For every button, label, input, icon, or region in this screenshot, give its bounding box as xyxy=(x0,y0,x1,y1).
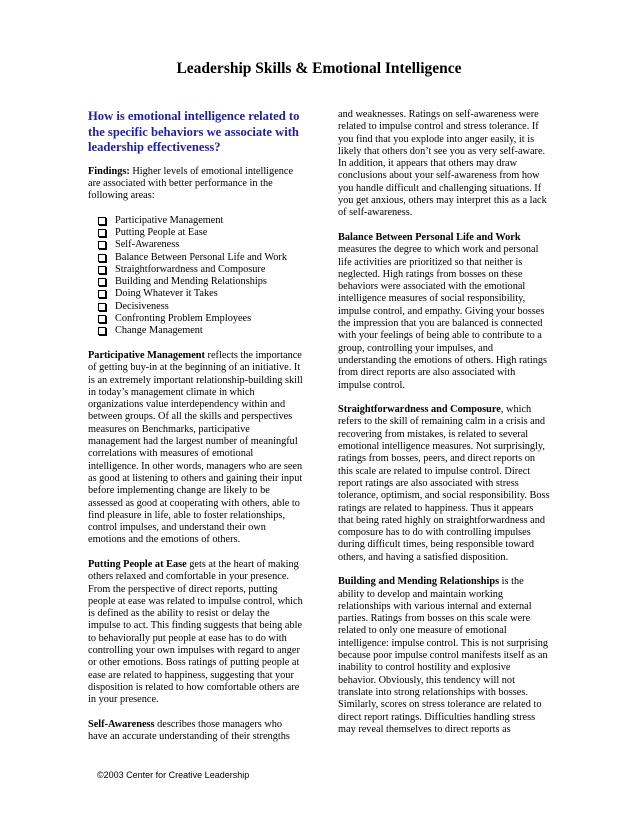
selfaware-continued-paragraph: and weaknesses. Ratings on self-awareness were related to impulse control and stress tolerance. If you find that you explode into anger easily, it is likely that others don’t see you as very self-aware. In addition, it appears that others may draw conclusions about your self-awareness from how you handle difficult and challenging situations. If you get anxious, others may interpret this as a lack of self-awareness. xyxy=(338,109,547,219)
ease-label: Putting People at Ease xyxy=(88,559,187,570)
building-label: Building and Mending Relationships xyxy=(338,576,500,588)
list-item: Self-Awareness xyxy=(88,239,304,251)
list-item: Change Management xyxy=(88,325,304,337)
balance-text: measures the degree to which work and personal life activities are prioritized so that neither is neglected. High ratings from bosses on these behaviors were associated with the emotional intelligence measures of social responsibility, impulse control, and empathy. Giving your bosses the impression that you are balanced is connected with your feelings of being able to contribute to a group, controlling your impulses, and understanding the emotions of others. High ratings from direct reports are also associated with impulse control. xyxy=(338,244,548,391)
selfaware-paragraph xyxy=(88,719,304,744)
copyright-footer: ©2003 Center for Creative Leadership xyxy=(97,770,250,780)
right-column xyxy=(338,109,550,748)
checkbox-bullet-icon xyxy=(98,229,106,237)
findings-text: Higher levels of emotional intelligence are associated with better performance in the following areas: xyxy=(88,165,294,202)
page-title: Leadership Skills & Emotional Intelligence xyxy=(176,60,462,77)
list-item: Putting People at Ease xyxy=(88,227,304,239)
list-item: Doing Whatever it Takes xyxy=(88,288,304,300)
checkbox-bullet-icon xyxy=(98,278,106,286)
list-item: Building and Mending Relationships xyxy=(88,276,304,288)
findings-paragraph xyxy=(88,166,304,203)
building-paragraph xyxy=(338,576,550,736)
straight-text: , which refers to the skill of remaining calm in a crisis and recovering from mistakes, is related to several emotional intelligence measures. Not surprisingly, ratings from bosses, peers, and direct reports on this scale are related to impulse control. Direct report ratings are also associated with stress tolerance, optimism, and social responsibility. Boss ratings are related to happiness. Thus it appears that being rated highly on straightforwardness and composure has to do with controlling impulses during difficult times, being responsible toward others, and having a satisfied disposition. xyxy=(338,404,550,563)
ease-text: gets at the heart of making others relaxed and comfortable in your presence. From the perspective of direct reports, putting people at ease was related to impulse control, which is defined as the ability to resist or delay the impulse to act. This finding suggests that being able to behaviorally put people at ease has to do with controlling your own impulses with regard to anger or other emotions. Boss ratings of putting people at ease are related to happiness, suggesting that your disposition is related to how comfortable others are in your presence. xyxy=(88,559,303,706)
checkbox-bullet-icon xyxy=(98,241,106,249)
checkbox-bullet-icon xyxy=(98,303,106,311)
balance-paragraph xyxy=(338,232,550,392)
selfaware-label: Self-Awareness xyxy=(88,718,155,730)
findings-label: Findings: xyxy=(88,165,130,177)
ease-paragraph xyxy=(88,559,304,707)
list-item: Straightforwardness and Composure xyxy=(88,264,304,276)
selfaware-text: describes those managers who have an accurate understanding of their strengths xyxy=(88,718,290,743)
checkbox-bullet-icon xyxy=(98,315,106,323)
participative-paragraph xyxy=(88,350,304,547)
building-text: is the ability to develop and maintain working relationships with various internal and external parties. Ratings from bosses on this scale were related to only one measure of emotional intelligence: impulse control. This is not surprising because poor impulse control manifests itself as an inability to control hostility and explosive behavior. Obviously, this tendency will not translate into strong relationships with bosses. Similarly, scores on stress tolerance are related to direct report ratings. Difficulties handling stress may reveal themselves to direct reports as xyxy=(338,576,549,735)
list-item: Decisiveness xyxy=(88,301,304,313)
checkbox-bullet-icon xyxy=(98,327,106,335)
straight-label: Straightforwardness and Composure xyxy=(338,404,501,416)
left-column xyxy=(88,109,304,756)
list-item: Confronting Problem Employees xyxy=(88,313,304,325)
participative-text: reflects the importance of getting buy-in at the beginning of an initiative. It is an extremely important relationship-building skill in today’s management climate in which organizations value interdependency within and between groups. Of all the skills and perspectives measures on Benchmarks, participative management had the largest number of meaningful correlations with measures of emotional intelligence. In other words, managers who are seen as good at listening to others and gaining their input before implementing change are likely to be assessed as good at cooperating with others, able to find pleasure in life, able to foster relationships, control impulses, and understand their own emotions and the emotions of others. xyxy=(88,349,303,546)
straight-paragraph xyxy=(338,404,550,564)
list-item: Participative Management xyxy=(88,215,304,227)
checkbox-bullet-icon xyxy=(98,266,106,274)
participative-label: Participative Management xyxy=(88,349,205,361)
section-question: How is emotional intelligence related to the specific behaviors we associate with leadership effectiveness? xyxy=(88,109,300,154)
list-item: Balance Between Personal Life and Work xyxy=(88,252,304,264)
checkbox-bullet-icon xyxy=(98,217,106,225)
checkbox-bullet-icon xyxy=(98,254,106,262)
checkbox-bullet-icon xyxy=(98,290,106,298)
balance-label: Balance Between Personal Life and Work xyxy=(338,231,521,243)
skills-list xyxy=(88,215,304,338)
